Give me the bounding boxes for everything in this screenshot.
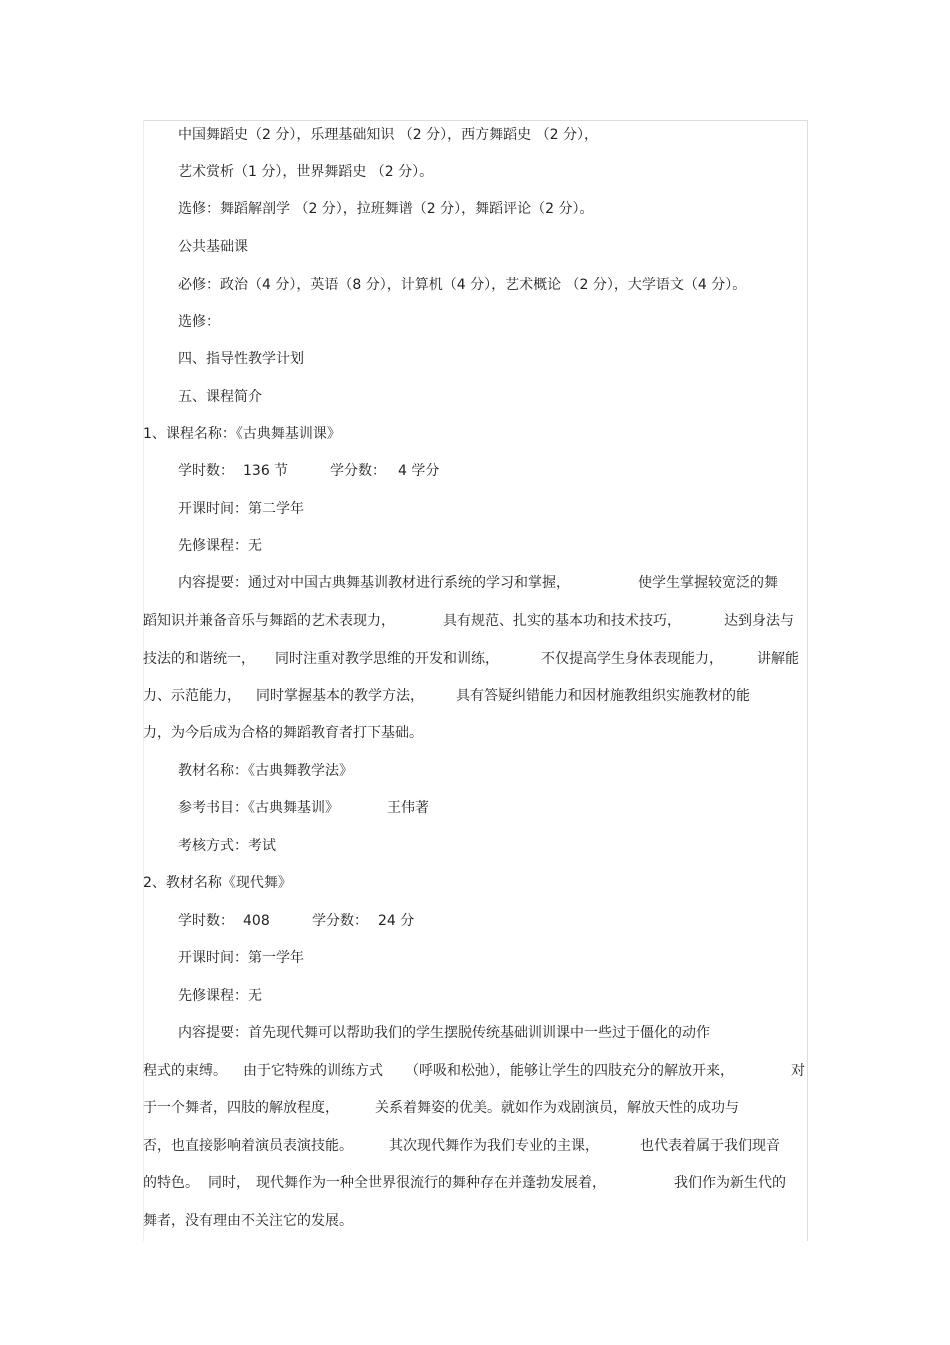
summary-fragment: 同时，: [208, 1175, 250, 1191]
course-title: 1、课程名称：《古典舞基训课》: [143, 426, 341, 442]
summary-fragment: 内容提要：通过对中国古典舞基训教材进行系统的学习和掌握，: [178, 575, 570, 591]
summary-fragment: 于一个舞者，四肢的解放程度，: [143, 1100, 339, 1116]
summary-fragment: 具有答疑纠错能力和因材施教组织实施教材的能: [456, 688, 750, 704]
summary-fragment: 否，也直接影响着演员表演技能。: [143, 1138, 353, 1154]
summary-line: [0, 1137, 950, 1155]
summary-line: 力，为今后成为合格的舞蹈教育者打下基础。: [143, 725, 423, 741]
text-line: 艺术赏析（1 分），世界舞蹈史 （2 分）。: [178, 164, 434, 180]
summary-line: [0, 1174, 950, 1192]
summary-fragment: 的特色。: [143, 1175, 199, 1191]
credits-label: 学分数：: [312, 913, 368, 929]
section-heading: 五、课程简介: [178, 389, 262, 405]
summary-fragment: 讲解能: [757, 651, 799, 667]
summary-fragment: 关系着舞姿的优美。就如作为戏剧演员，解放天性的成功与: [375, 1100, 739, 1116]
text-line: 选修：舞蹈解剖学 （2 分），拉班舞谱（2 分），舞蹈评论（2 分）。: [178, 201, 594, 217]
summary-fragment: 我们作为新生代的: [674, 1175, 786, 1191]
hours-value: 408: [243, 913, 270, 929]
summary-fragment: 其次现代舞作为我们专业的主课，: [389, 1138, 599, 1154]
course-hours-row: [0, 462, 950, 480]
section-heading: 四、指导性教学计划: [178, 351, 304, 367]
summary-line: [0, 1099, 950, 1117]
summary-fragment: 不仅提高学生身体表现能力，: [541, 651, 723, 667]
credits-value: 24 分: [378, 913, 415, 929]
reference-row: [0, 799, 950, 817]
summary-fragment: 技法的和谐统一，: [143, 651, 255, 667]
hours-label: 学时数：: [178, 913, 234, 929]
summary-fragment: 同时掌握基本的教学方法，: [256, 688, 424, 704]
text-line: 先修课程：无: [178, 538, 262, 554]
summary-fragment: 也代表着属于我们现音: [640, 1138, 780, 1154]
summary-fragment: （呼吸和松弛），能够让学生的四肢充分的解放开来，: [405, 1063, 734, 1079]
hours-label: 学时数：: [178, 463, 234, 479]
course-hours-row: [0, 912, 950, 930]
summary-line: 舞者，没有理由不关注它的发展。: [143, 1213, 353, 1229]
credits-value: 4 学分: [398, 463, 440, 479]
summary-fragment: 现代舞作为一种全世界很流行的舞种存在并蓬勃发展着，: [256, 1175, 606, 1191]
text-line: 中国舞蹈史（2 分），乐理基础知识 （2 分），西方舞蹈史 （2 分），: [178, 127, 598, 143]
summary-line: [0, 574, 950, 592]
summary-fragment: 达到身法与: [724, 613, 794, 629]
summary-fragment: 由于它特殊的训练方式: [243, 1063, 383, 1079]
summary-line: [0, 687, 950, 705]
text-line: 必修：政治（4 分），英语（8 分），计算机（4 分），艺术概论 （2 分），大学语文（4 分）。: [178, 277, 747, 293]
text-line: 选修：: [178, 314, 220, 330]
summary-fragment: 对: [791, 1063, 805, 1079]
summary-line: [0, 612, 950, 630]
summary-fragment: 力、示范能力，: [143, 688, 241, 704]
summary-fragment: 具有规范、扎实的基本功和技术技巧，: [443, 613, 681, 629]
hours-value: 136 节: [243, 463, 289, 479]
text-line: 教材名称：《古典舞教学法》: [178, 763, 353, 779]
text-line: 开课时间：第二学年: [178, 501, 304, 517]
reference-label: 参考书目：《古典舞基训》: [178, 800, 339, 816]
section-heading: 公共基础课: [178, 239, 248, 255]
summary-fragment: 同时注重对教学思维的开发和训练，: [275, 651, 499, 667]
text-line: 考核方式：考试: [178, 838, 276, 854]
summary-line: [0, 1062, 950, 1080]
text-line: 先修课程：无: [178, 988, 262, 1004]
summary-line: 内容提要：首先现代舞可以帮助我们的学生摆脱传统基础训训课中一些过于僵化的动作: [178, 1025, 710, 1041]
summary-fragment: 蹈知识并兼备音乐与舞蹈的艺术表现力，: [143, 613, 395, 629]
course-title: 2、教材名称《现代舞》: [143, 875, 292, 891]
credits-label: 学分数：: [330, 463, 386, 479]
reference-author: 王伟著: [387, 800, 429, 816]
summary-fragment: 使学生掌握较宽泛的舞: [638, 575, 778, 591]
summary-fragment: 程式的束缚。: [143, 1063, 227, 1079]
summary-line: [0, 650, 950, 668]
text-line: 开课时间：第一学年: [178, 950, 304, 966]
